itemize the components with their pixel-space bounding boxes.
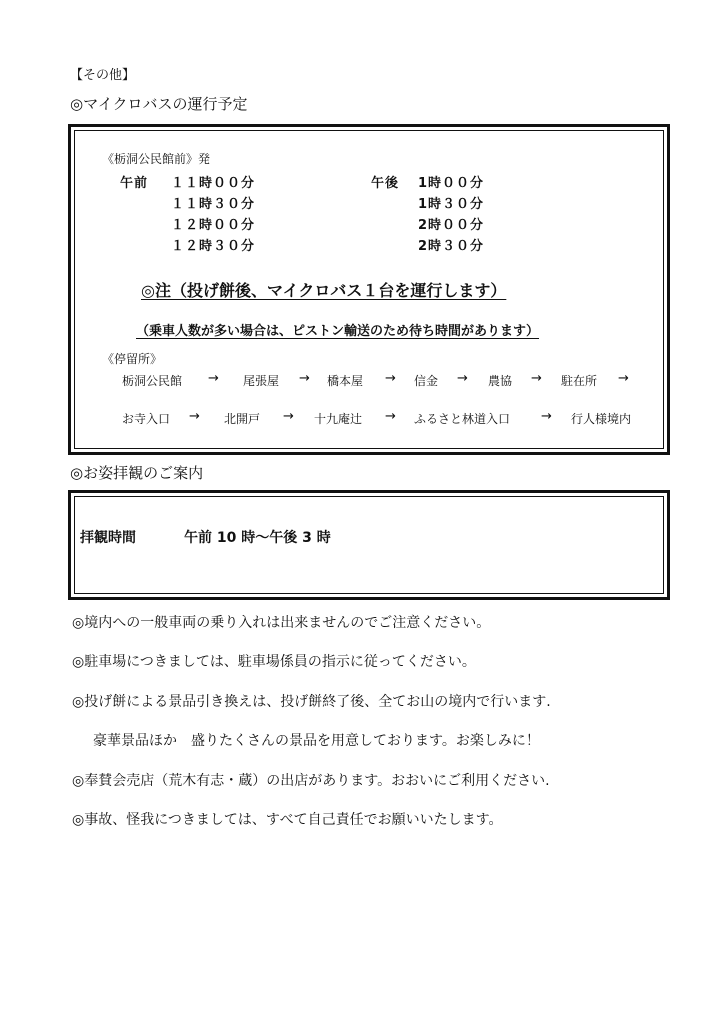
afternoon-time: 2時３０分 (418, 239, 485, 254)
bus-stop: お寺入口 (122, 412, 171, 426)
afternoon-label: 午後 (371, 176, 400, 191)
note-paragraph: ◎事故、怪我につきましては、すべて自己責任でお願いいたします。 (72, 812, 503, 828)
route-arrow-icon: → (457, 371, 468, 386)
origin-label: 《栃洞公民館前》発 (102, 152, 211, 166)
bus-subnotice: （乗車人数が多い場合は、ピストン輸送のため待ち時間があります） (136, 324, 540, 339)
route-arrow-icon: → (208, 371, 219, 386)
bus-stop: 北開戸 (224, 412, 261, 426)
bus-schedule-heading: ◎マイクロバスの運行予定 (70, 95, 248, 113)
bus-stop: 十九庵辻 (314, 412, 363, 426)
bus-stop: 農協 (488, 374, 513, 388)
bus-stop: 橋本屋 (327, 374, 364, 388)
afternoon-time: 1時３０分 (418, 197, 485, 212)
box-inner-border (74, 496, 664, 594)
note-paragraph: ◎投げ餅による景品引き換えは、投げ餅終了後、全てお山の境内で行います. (72, 694, 551, 710)
route-arrow-icon: → (385, 409, 396, 424)
route-arrow-icon: → (531, 371, 542, 386)
bus-stop: 尾張屋 (243, 374, 280, 388)
route-arrow-icon: → (299, 371, 310, 386)
bus-stop: 駐在所 (561, 374, 598, 388)
morning-time: １１時３０分 (171, 197, 256, 212)
viewing-box (68, 490, 670, 600)
note-paragraph: ◎駐車場につきましては、駐車場係員の指示に従ってください。 (72, 654, 476, 670)
bus-stop: 行人様境内 (571, 412, 632, 426)
note-paragraph: ◎境内への一般車両の乗り入れは出来ませんのでご注意ください。 (72, 615, 491, 631)
note-paragraph: 豪華景品ほか 盛りたくさんの景品を用意しております。お楽しみに！ (93, 733, 540, 749)
morning-time: １１時００分 (171, 176, 256, 191)
afternoon-time: 2時００分 (418, 218, 485, 233)
route-arrow-icon: → (283, 409, 294, 424)
route-arrow-icon: → (385, 371, 396, 386)
morning-label: 午前 (120, 176, 149, 191)
morning-time: １２時３０分 (171, 239, 256, 254)
morning-time: １２時００分 (171, 218, 256, 233)
bus-stop: 栃洞公民館 (122, 374, 183, 388)
viewing-hours: 午前 10 時～午後 3 時 (184, 530, 331, 546)
viewing-heading: ◎お姿拝観のご案内 (70, 464, 204, 482)
route-arrow-icon: → (189, 409, 200, 424)
bus-stop: ふるさと林道入口 (414, 412, 511, 426)
viewing-label: 拝観時間 (80, 530, 136, 546)
bus-stop: 信金 (414, 374, 439, 388)
route-arrow-icon: → (541, 409, 552, 424)
afternoon-time: 1時００分 (418, 176, 485, 191)
bus-notice: ◎注（投げ餅後、マイクロバス１台を運行します） (141, 281, 507, 300)
section-label: 【その他】 (70, 68, 136, 83)
stops-label: 《停留所》 (102, 352, 163, 366)
note-paragraph: ◎奉賛会売店（荒木有志・蔵）の出店があります。おおいにご利用ください. (72, 773, 550, 789)
route-arrow-icon: → (618, 371, 629, 386)
